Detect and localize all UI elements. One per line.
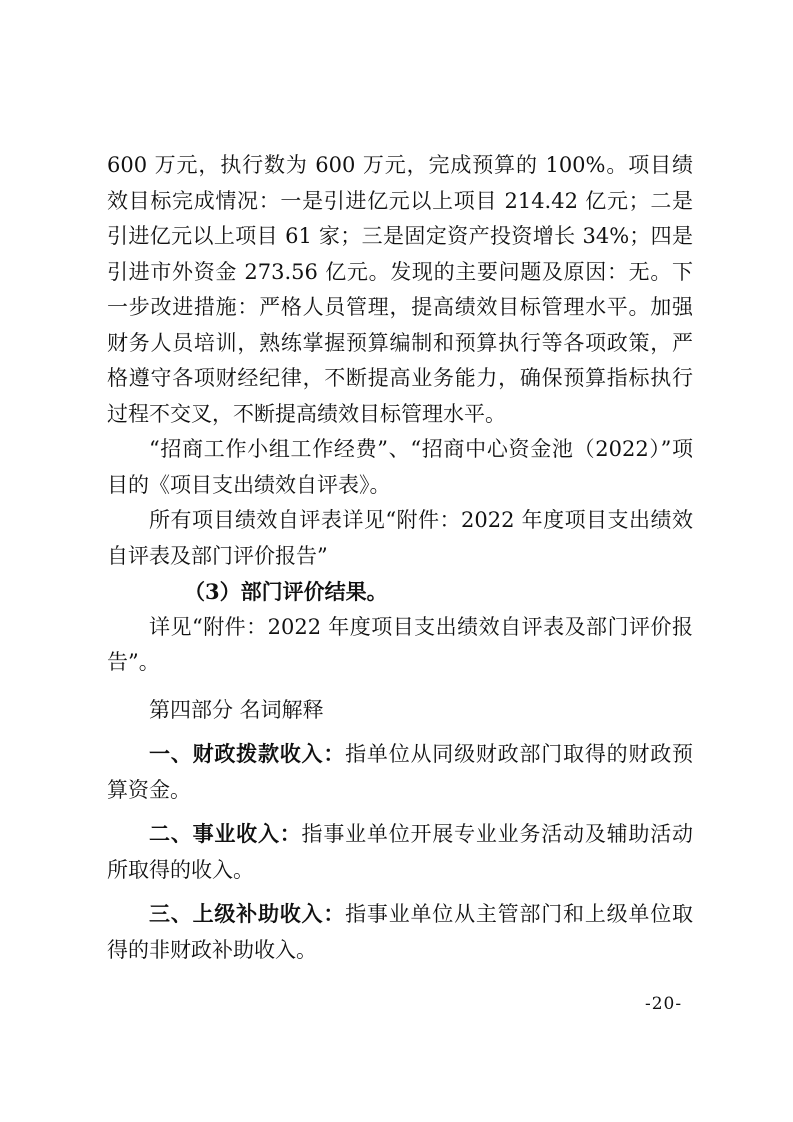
definition-term: 一、财政拨款收入：	[149, 741, 346, 766]
paragraph-project-list: “招商工作小组工作经费”、“招商中心资金池（2022）”项目的《项目支出绩效自评表》。	[107, 437, 693, 497]
paragraph-evaluation-reference: 详见“附件：2022 年度项目支出绩效自评表及部门评价报告”。	[107, 614, 693, 674]
paragraph-attachment-reference: 所有项目绩效自评表详见“附件：2022 年度项目支出绩效自评表及部门评价报告”	[107, 508, 693, 568]
definition-business-income	[107, 816, 693, 888]
page-number: -20-	[645, 994, 683, 1014]
paragraph-performance-summary: 600 万元，执行数为 600 万元，完成预算的 100%。项目绩效目标完成情况：一是引进亿元以上项目 214.42 亿元；二是引进亿元以上项目 61 家；三是固定资产投资增长 34%；四是引进市外资金 273.56 亿元。发现的主要问题及原因：无。下一步改进措施：严格人员管理，提高绩效目标管理水平。加强财务人员培训，熟练掌握预算编制和预算执行等各项政策，严格遵守各项财经纪律，不断提高业务能力，确保预算指标执行过程不交叉，不断提高绩效目标管理水平。	[107, 153, 693, 426]
definition-term: 二、事业收入：	[149, 821, 302, 846]
definition-text: 指单位从同级财政部门取得的财政预算资金。	[107, 742, 693, 802]
definition-term: 三、上级补助收入：	[149, 901, 346, 926]
definition-text: 指事业单位开展专业业务活动及辅助活动所取得的收入。	[107, 822, 694, 882]
definition-text: 指事业单位从主管部门和上级单位取得的非财政补助收入。	[107, 902, 693, 962]
section-title-dept-evaluation: （3）部门评价结果。	[184, 579, 388, 604]
definition-superior-subsidy	[107, 896, 693, 968]
definition-fiscal-appropriation	[107, 736, 693, 808]
body-text	[107, 148, 693, 968]
part-title-glossary: 第四部分 名词解释	[149, 697, 324, 722]
